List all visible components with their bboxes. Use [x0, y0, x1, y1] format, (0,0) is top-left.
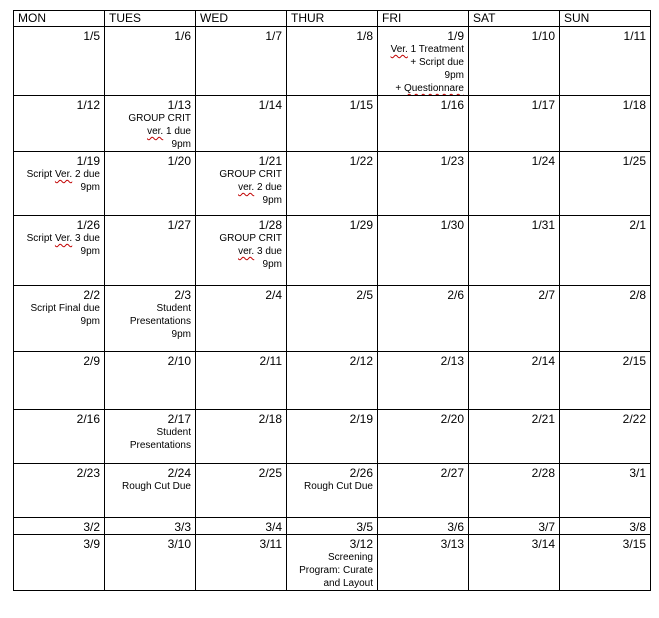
weekday-header: THUR [287, 11, 378, 27]
day-cell [14, 286, 105, 352]
day-cell [469, 410, 560, 464]
day-date: 1/18 [622, 98, 646, 112]
day-date: 2/16 [76, 412, 100, 426]
day-cell [14, 216, 105, 286]
day-date: 2/13 [440, 354, 464, 368]
week-row [14, 96, 651, 152]
day-date: 1/6 [174, 29, 191, 43]
spellcheck-underline: Ver. [54, 169, 73, 180]
event-note: Screening [327, 552, 373, 563]
day-date: 3/6 [447, 520, 464, 534]
event-note: Program: Curate [299, 565, 373, 576]
day-cell [469, 96, 560, 152]
day-cell [469, 535, 560, 591]
day-cell [469, 464, 560, 518]
day-date: 2/22 [622, 412, 646, 426]
day-date: 2/26 [349, 466, 373, 480]
event-note: ver. 2 due [238, 182, 282, 193]
day-cell [196, 152, 287, 216]
day-cell [14, 518, 105, 535]
day-date: 1/14 [258, 98, 282, 112]
day-date: 1/24 [531, 154, 555, 168]
day-date: 3/15 [622, 537, 646, 551]
day-date: 1/30 [440, 218, 464, 232]
day-cell [378, 518, 469, 535]
day-date: 2/23 [76, 466, 100, 480]
event-note: Script Ver. 3 due [26, 233, 100, 244]
day-date: 3/1 [629, 466, 646, 480]
day-cell [287, 518, 378, 535]
calendar-table [13, 10, 651, 591]
day-cell [560, 27, 651, 96]
weekday-header: WED [196, 11, 287, 27]
day-cell [105, 464, 196, 518]
day-cell [105, 410, 196, 464]
event-note: Rough Cut Due [304, 481, 373, 492]
week-row [14, 410, 651, 464]
event-note: Student [156, 303, 191, 314]
day-date: 2/9 [83, 354, 100, 368]
day-cell [560, 535, 651, 591]
event-note: 9pm [444, 70, 464, 81]
day-date: 1/13 [167, 98, 191, 112]
day-date: 2/10 [167, 354, 191, 368]
day-cell [105, 96, 196, 152]
day-cell [560, 152, 651, 216]
day-date: 2/3 [174, 288, 191, 302]
day-date: 1/22 [349, 154, 373, 168]
week-row [14, 27, 651, 96]
day-date: 2/18 [258, 412, 282, 426]
weekday-header: FRI [378, 11, 469, 27]
day-date: 2/19 [349, 412, 373, 426]
spellcheck-underline: Questionnare [403, 83, 464, 94]
day-date: 2/17 [167, 412, 191, 426]
day-date: 1/20 [167, 154, 191, 168]
day-date: 2/8 [629, 288, 646, 302]
day-date: 3/2 [83, 520, 100, 534]
day-date: 1/27 [167, 218, 191, 232]
day-date: 1/11 [623, 29, 646, 43]
day-date: 1/10 [531, 29, 555, 43]
event-note: 9pm [80, 182, 100, 193]
day-cell [14, 535, 105, 591]
day-date: 2/4 [265, 288, 282, 302]
day-date: 2/11 [259, 354, 282, 368]
day-date: 3/14 [531, 537, 555, 551]
event-note: GROUP CRIT [219, 233, 282, 244]
day-cell [196, 216, 287, 286]
day-cell [378, 96, 469, 152]
event-note: ver. 3 due [238, 246, 282, 257]
event-note: Presentations [129, 440, 191, 451]
day-date: 1/28 [258, 218, 282, 232]
day-cell [287, 352, 378, 410]
day-date: 2/25 [258, 466, 282, 480]
day-date: 3/12 [349, 537, 373, 551]
day-cell [105, 152, 196, 216]
day-cell [469, 518, 560, 535]
day-cell [560, 352, 651, 410]
day-date: 1/31 [531, 218, 555, 232]
day-cell [287, 464, 378, 518]
day-date: 3/8 [629, 520, 646, 534]
week-row [14, 216, 651, 286]
day-cell [469, 152, 560, 216]
event-note: 9pm [262, 259, 282, 270]
event-note: and Layout [323, 578, 373, 589]
day-cell [287, 410, 378, 464]
week-row [14, 535, 651, 591]
day-date: 2/2 [83, 288, 100, 302]
day-date: 1/19 [76, 154, 100, 168]
day-cell [105, 535, 196, 591]
calendar-body [14, 27, 651, 591]
event-note: 9pm [171, 139, 191, 150]
event-note: + Questionnare [395, 83, 464, 94]
day-cell [287, 27, 378, 96]
day-date: 2/15 [622, 354, 646, 368]
day-date: 1/9 [447, 29, 464, 43]
weekday-header: MON [14, 11, 105, 27]
day-cell [287, 535, 378, 591]
day-cell [14, 27, 105, 96]
event-note: Script Final due [30, 303, 100, 314]
day-cell [196, 464, 287, 518]
day-date: 2/6 [447, 288, 464, 302]
day-date: 2/1 [629, 218, 646, 232]
event-note: Presentations [129, 316, 191, 327]
day-date: 3/7 [538, 520, 555, 534]
day-cell [287, 152, 378, 216]
day-date: 1/5 [83, 29, 100, 43]
day-date: 2/20 [440, 412, 464, 426]
day-cell [469, 286, 560, 352]
day-date: 2/12 [349, 354, 373, 368]
weekday-header-row [14, 11, 651, 27]
week-row [14, 286, 651, 352]
day-cell [105, 518, 196, 535]
day-cell [14, 152, 105, 216]
day-cell [560, 518, 651, 535]
day-date: 1/8 [356, 29, 373, 43]
day-date: 2/24 [167, 466, 191, 480]
day-cell [378, 27, 469, 96]
spellcheck-underline: Ver. [54, 233, 73, 244]
day-cell [196, 410, 287, 464]
day-date: 2/7 [538, 288, 555, 302]
event-note: 9pm [262, 195, 282, 206]
day-cell [196, 518, 287, 535]
day-cell [378, 286, 469, 352]
weekday-header: SUN [560, 11, 651, 27]
event-note: 9pm [171, 329, 191, 340]
day-cell [378, 410, 469, 464]
event-note: Ver. 1 Treatment [390, 44, 464, 55]
day-cell [378, 352, 469, 410]
day-cell [469, 216, 560, 286]
day-date: 1/7 [265, 29, 282, 43]
day-cell [14, 352, 105, 410]
day-date: 1/23 [440, 154, 464, 168]
day-cell [196, 352, 287, 410]
event-note: ver. 1 due [147, 126, 191, 137]
day-cell [469, 27, 560, 96]
day-cell [560, 410, 651, 464]
day-date: 1/15 [349, 98, 373, 112]
day-date: 3/10 [167, 537, 191, 551]
day-date: 3/5 [356, 520, 373, 534]
spellcheck-underline: ver. [147, 126, 164, 137]
day-cell [287, 96, 378, 152]
day-cell [287, 286, 378, 352]
day-date: 3/3 [174, 520, 191, 534]
day-cell [105, 27, 196, 96]
day-cell [287, 216, 378, 286]
day-cell [469, 352, 560, 410]
spellcheck-underline: ver. [238, 246, 255, 257]
day-cell [105, 352, 196, 410]
week-row [14, 464, 651, 518]
event-note: + Script due [410, 57, 464, 68]
day-date: 2/27 [440, 466, 464, 480]
event-note: Script Ver. 2 due [26, 169, 100, 180]
day-date: 2/14 [531, 354, 555, 368]
day-date: 1/29 [349, 218, 373, 232]
day-cell [105, 286, 196, 352]
day-date: 3/13 [440, 537, 464, 551]
day-cell [560, 464, 651, 518]
day-date: 1/26 [76, 218, 100, 232]
day-cell [560, 216, 651, 286]
day-cell [14, 96, 105, 152]
day-date: 2/5 [356, 288, 373, 302]
day-cell [14, 464, 105, 518]
weekday-header: SAT [469, 11, 560, 27]
day-cell [196, 27, 287, 96]
day-date: 2/28 [531, 466, 555, 480]
spellcheck-underline: Ver. [390, 44, 408, 55]
event-note: Rough Cut Due [122, 481, 191, 492]
day-cell [378, 216, 469, 286]
event-note: 9pm [80, 246, 100, 257]
day-date: 3/4 [265, 520, 282, 534]
day-date: 1/16 [440, 98, 464, 112]
day-cell [14, 410, 105, 464]
event-note: GROUP CRIT [219, 169, 282, 180]
day-date: 1/25 [622, 154, 646, 168]
day-date: 1/21 [258, 154, 282, 168]
day-cell [196, 535, 287, 591]
week-row [14, 152, 651, 216]
day-date: 3/9 [83, 537, 100, 551]
week-row [14, 352, 651, 410]
day-date: 1/12 [76, 98, 100, 112]
day-cell [378, 535, 469, 591]
event-note: Student [156, 427, 191, 438]
day-date: 3/11 [259, 537, 282, 551]
spellcheck-underline: ver. [238, 182, 255, 193]
day-cell [196, 286, 287, 352]
calendar [13, 10, 651, 591]
day-cell [378, 464, 469, 518]
day-cell [105, 216, 196, 286]
event-note: GROUP CRIT [128, 113, 191, 124]
weekday-header: TUES [105, 11, 196, 27]
day-date: 2/21 [531, 412, 555, 426]
day-cell [560, 96, 651, 152]
day-cell [560, 286, 651, 352]
event-note: 9pm [80, 316, 100, 327]
day-date: 1/17 [531, 98, 555, 112]
day-cell [196, 96, 287, 152]
week-row [14, 518, 651, 535]
day-cell [378, 152, 469, 216]
